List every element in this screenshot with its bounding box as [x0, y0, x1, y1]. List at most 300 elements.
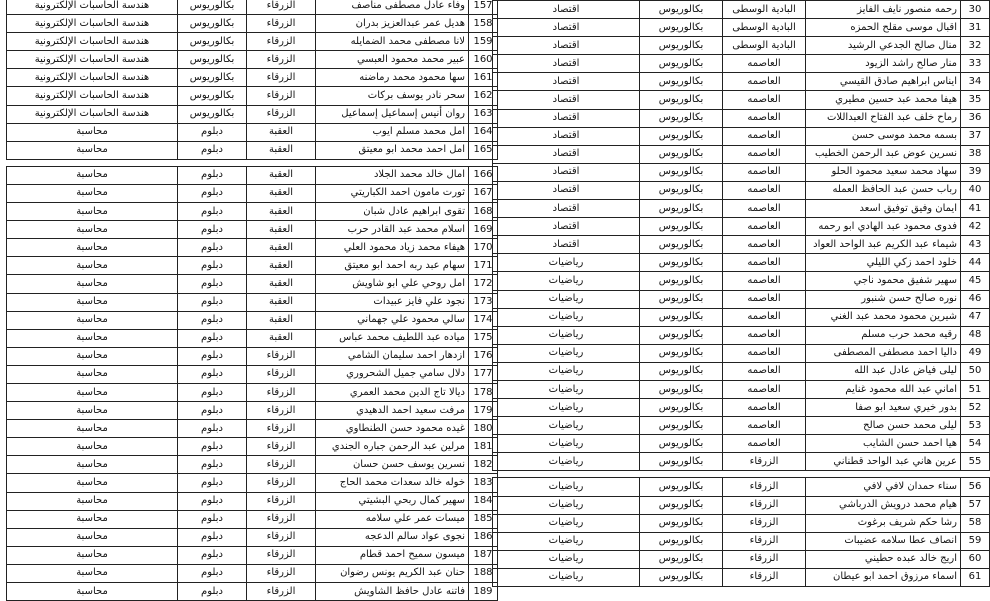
roster-table-right [492, 0, 990, 587]
degree-cell: بكالوريوس [178, 51, 247, 69]
degree-cell: بكالوريوس [640, 127, 723, 145]
region-cell: الزرقاء [723, 514, 806, 532]
person-name: سحر نادر يوسف بركات [316, 87, 469, 105]
person-name: ديالا تاج الدين محمد العمري [316, 383, 469, 401]
region-cell: الزرقاء [247, 456, 316, 474]
table-row [7, 402, 498, 420]
person-name: هيا احمد حسن الشايب [806, 435, 961, 453]
person-name: هيفاء محمد زياد محمود العلي [316, 239, 469, 257]
person-name: غيده محمود حسن الطنطاوي [316, 420, 469, 438]
person-name: عرين هاني عبد الواحد قطناني [806, 453, 961, 471]
row-number: 185 [469, 510, 498, 528]
degree-cell: بكالوريوس [178, 105, 247, 123]
row-number: 160 [469, 51, 498, 69]
degree-cell: دبلوم [178, 221, 247, 239]
person-name: سها محمود محمد رماضنه [316, 69, 469, 87]
region-cell: العاصمه [723, 380, 806, 398]
major-cell: محاسبة [7, 203, 178, 221]
person-name: رحمه منصور نايف الفايز [806, 1, 961, 19]
row-number: 179 [469, 402, 498, 420]
region-cell: الزرقاء [247, 510, 316, 528]
table-row [493, 453, 990, 471]
major-cell: اقتصاد [493, 145, 640, 163]
person-name: اسماء مرزوق احمد ابو عيطان [806, 568, 961, 586]
region-cell: العاصمه [723, 236, 806, 254]
degree-cell: بكالوريوس [640, 478, 723, 496]
major-cell: رياضيات [493, 514, 640, 532]
row-number: 165 [469, 141, 498, 159]
major-cell: رياضيات [493, 550, 640, 568]
row-number: 47 [961, 308, 990, 326]
degree-cell: دبلوم [178, 311, 247, 329]
table-row [493, 290, 990, 308]
person-name: اريج خالد عبده حطيني [806, 550, 961, 568]
row-number: 61 [961, 568, 990, 586]
region-cell: العقبة [247, 184, 316, 202]
major-cell: محاسبة [7, 474, 178, 492]
section-gap [493, 471, 990, 478]
major-cell: محاسبة [7, 456, 178, 474]
degree-cell: بكالوريوس [640, 181, 723, 199]
degree-cell: بكالوريوس [640, 91, 723, 109]
table-row [7, 123, 498, 141]
degree-cell: بكالوريوس [178, 0, 247, 15]
region-cell: الزرقاء [723, 496, 806, 514]
region-cell: العقبة [247, 257, 316, 275]
row-number: 171 [469, 257, 498, 275]
person-name: سالي محمود علي جهماني [316, 311, 469, 329]
major-cell: رياضيات [493, 399, 640, 417]
person-name: امل احمد محمد ابو معيتق [316, 141, 469, 159]
table-row [493, 181, 990, 199]
degree-cell: بكالوريوس [640, 37, 723, 55]
region-cell: الزرقاء [247, 402, 316, 420]
major-cell: محاسبة [7, 420, 178, 438]
table-row [7, 87, 498, 105]
row-number: 33 [961, 55, 990, 73]
degree-cell: بكالوريوس [640, 399, 723, 417]
table-row [493, 55, 990, 73]
person-name: فاتنه عادل حافظ الشاويش [316, 583, 469, 601]
person-name: تقوى ابراهيم عادل شبان [316, 203, 469, 221]
major-cell: هندسة الحاسبات الإلكترونية [7, 51, 178, 69]
region-cell: العاصمه [723, 200, 806, 218]
gap-cell [7, 159, 178, 166]
degree-cell: بكالوريوس [640, 1, 723, 19]
major-cell: هندسة الحاسبات الإلكترونية [7, 105, 178, 123]
table-row [493, 362, 990, 380]
table-row [7, 474, 498, 492]
person-name: ايمان وفيق توفيق اسعد [806, 200, 961, 218]
row-number: 176 [469, 347, 498, 365]
person-name: سهير كمال ربحي البشيتي [316, 492, 469, 510]
degree-cell: بكالوريوس [640, 550, 723, 568]
person-name: خوله خالد سعدات محمد الحاج [316, 474, 469, 492]
row-number: 42 [961, 218, 990, 236]
major-cell: اقتصاد [493, 73, 640, 91]
degree-cell: بكالوريوس [640, 272, 723, 290]
region-cell: العقبة [247, 329, 316, 347]
table-row [493, 417, 990, 435]
table-row [493, 514, 990, 532]
table-row [493, 127, 990, 145]
row-number: 31 [961, 19, 990, 37]
row-number: 184 [469, 492, 498, 510]
region-cell: العاصمه [723, 127, 806, 145]
degree-cell: بكالوريوس [640, 254, 723, 272]
row-number: 37 [961, 127, 990, 145]
row-number: 41 [961, 200, 990, 218]
person-name: وفاء عادل مصطفى مناصف [316, 0, 469, 15]
row-number: 183 [469, 474, 498, 492]
major-cell: رياضيات [493, 453, 640, 471]
person-name: نجود علي فايز عبيدات [316, 293, 469, 311]
region-cell: الزرقاء [247, 420, 316, 438]
row-number: 180 [469, 420, 498, 438]
region-cell: العاصمه [723, 254, 806, 272]
row-number: 172 [469, 275, 498, 293]
major-cell: اقتصاد [493, 127, 640, 145]
row-number: 45 [961, 272, 990, 290]
major-cell: محاسبة [7, 546, 178, 564]
row-number: 168 [469, 203, 498, 221]
degree-cell: دبلوم [178, 166, 247, 184]
person-name: رباب حسن عبد الحافظ العمله [806, 181, 961, 199]
degree-cell: دبلوم [178, 402, 247, 420]
region-cell: الزرقاء [723, 532, 806, 550]
region-cell: الزرقاء [247, 347, 316, 365]
table-row [493, 344, 990, 362]
degree-cell: بكالوريوس [640, 73, 723, 91]
region-cell: العاصمه [723, 91, 806, 109]
region-cell: العقبة [247, 141, 316, 159]
table-row [493, 550, 990, 568]
major-cell: اقتصاد [493, 181, 640, 199]
person-name: بدور خيري سعيد ابو صفا [806, 399, 961, 417]
degree-cell: دبلوم [178, 564, 247, 582]
major-cell: رياضيات [493, 344, 640, 362]
major-cell: محاسبة [7, 141, 178, 159]
table-row [493, 1, 990, 19]
table-row [7, 438, 498, 456]
major-cell: رياضيات [493, 290, 640, 308]
degree-cell: بكالوريوس [640, 109, 723, 127]
major-cell: محاسبة [7, 184, 178, 202]
right-sheet [492, 0, 982, 587]
gap-cell [723, 471, 806, 478]
major-cell: اقتصاد [493, 1, 640, 19]
table-row [7, 141, 498, 159]
row-number: 170 [469, 239, 498, 257]
major-cell: رياضيات [493, 417, 640, 435]
region-cell: الزرقاء [247, 528, 316, 546]
row-number: 174 [469, 311, 498, 329]
table-row [7, 564, 498, 582]
major-cell: اقتصاد [493, 91, 640, 109]
table-row [7, 69, 498, 87]
gap-cell [178, 159, 247, 166]
table-row [493, 272, 990, 290]
region-cell: العاصمه [723, 163, 806, 181]
table-row [7, 528, 498, 546]
major-cell: محاسبة [7, 123, 178, 141]
degree-cell: بكالوريوس [640, 163, 723, 181]
degree-cell: بكالوريوس [640, 19, 723, 37]
person-name: ايناس ابراهيم صادق القيسي [806, 73, 961, 91]
major-cell: رياضيات [493, 478, 640, 496]
major-cell: رياضيات [493, 272, 640, 290]
degree-cell: بكالوريوس [178, 15, 247, 33]
degree-cell: دبلوم [178, 438, 247, 456]
region-cell: الزرقاء [247, 15, 316, 33]
degree-cell: بكالوريوس [640, 145, 723, 163]
degree-cell: بكالوريوس [640, 344, 723, 362]
person-name: داليا احمد مصطفى المصطفى [806, 344, 961, 362]
region-cell: العقبة [247, 311, 316, 329]
row-number: 35 [961, 91, 990, 109]
person-name: سهام عبد ربه احمد ابو معيتق [316, 257, 469, 275]
gap-cell [493, 471, 640, 478]
degree-cell: دبلوم [178, 383, 247, 401]
degree-cell: بكالوريوس [178, 33, 247, 51]
major-cell: محاسبة [7, 492, 178, 510]
person-name: روان أنيس إسماعيل إسماعيل [316, 105, 469, 123]
region-cell: العاصمه [723, 290, 806, 308]
table-row [493, 73, 990, 91]
region-cell: العقبة [247, 166, 316, 184]
table-row [493, 254, 990, 272]
table-row [7, 51, 498, 69]
degree-cell: دبلوم [178, 456, 247, 474]
major-cell: محاسبة [7, 365, 178, 383]
table-row [493, 532, 990, 550]
table-row [7, 583, 498, 601]
region-cell: الزرقاء [247, 51, 316, 69]
person-name: سهاد محمد سعيد محمود الحلو [806, 163, 961, 181]
degree-cell: بكالوريوس [640, 417, 723, 435]
region-cell: العقبة [247, 293, 316, 311]
table-row [7, 184, 498, 202]
degree-cell: بكالوريوس [640, 496, 723, 514]
section-gap [7, 159, 498, 166]
table-row [7, 15, 498, 33]
degree-cell: بكالوريوس [640, 326, 723, 344]
region-cell: البادية الوسطى [723, 1, 806, 19]
region-cell: الزرقاء [247, 583, 316, 601]
person-name: بسمه محمد موسى حسن [806, 127, 961, 145]
region-cell: العقبة [247, 203, 316, 221]
major-cell: رياضيات [493, 326, 640, 344]
table-row [493, 380, 990, 398]
major-cell: محاسبة [7, 564, 178, 582]
region-cell: البادية الوسطى [723, 19, 806, 37]
table-row [7, 203, 498, 221]
person-name: نجوى عواد سالم الدعجه [316, 528, 469, 546]
row-number: 46 [961, 290, 990, 308]
region-cell: العاصمه [723, 218, 806, 236]
person-name: فدوى محمود عبد الهادي ابو رحمه [806, 218, 961, 236]
degree-cell: دبلوم [178, 293, 247, 311]
person-name: رشا حكم شريف برغوث [806, 514, 961, 532]
row-number: 158 [469, 15, 498, 33]
row-number: 175 [469, 329, 498, 347]
row-number: 51 [961, 380, 990, 398]
table-row [7, 166, 498, 184]
row-number: 39 [961, 163, 990, 181]
person-name: شيماء عبد الكريم عبد الواحد العواد [806, 236, 961, 254]
major-cell: محاسبة [7, 438, 178, 456]
region-cell: الزرقاء [247, 492, 316, 510]
table-row [493, 109, 990, 127]
region-cell: الزرقاء [247, 105, 316, 123]
major-cell: رياضيات [493, 362, 640, 380]
degree-cell: دبلوم [178, 141, 247, 159]
major-cell: هندسة الحاسبات الإلكترونية [7, 0, 178, 15]
person-name: هيفا محمد عبد حسين مطيري [806, 91, 961, 109]
table-row [7, 105, 498, 123]
major-cell: محاسبة [7, 583, 178, 601]
table-row [7, 347, 498, 365]
degree-cell: دبلوم [178, 510, 247, 528]
region-cell: العقبة [247, 275, 316, 293]
region-cell: الزرقاء [723, 568, 806, 586]
row-number: 32 [961, 37, 990, 55]
person-name: سهير شفيق محمود ناجي [806, 272, 961, 290]
table-row [493, 19, 990, 37]
degree-cell: دبلوم [178, 546, 247, 564]
major-cell: محاسبة [7, 239, 178, 257]
row-number: 187 [469, 546, 498, 564]
person-name: منال صالح الجدعي الرشيد [806, 37, 961, 55]
degree-cell: بكالوريوس [640, 55, 723, 73]
region-cell: الزرقاء [247, 474, 316, 492]
region-cell: العقبة [247, 123, 316, 141]
person-name: ازدهار احمد سليمان الشامي [316, 347, 469, 365]
row-number: 163 [469, 105, 498, 123]
table-row [7, 311, 498, 329]
person-name: حنان عبد الكريم يونس رضوان [316, 564, 469, 582]
table-row [7, 510, 498, 528]
person-name: مرلين عبد الرحمن جباره الجندي [316, 438, 469, 456]
region-cell: الزرقاء [723, 453, 806, 471]
major-cell: محاسبة [7, 347, 178, 365]
region-cell: العاصمه [723, 362, 806, 380]
person-name: نسرين يوسف حسن حسان [316, 456, 469, 474]
row-number: 173 [469, 293, 498, 311]
degree-cell: بكالوريوس [640, 290, 723, 308]
gap-cell [640, 471, 723, 478]
region-cell: العاصمه [723, 55, 806, 73]
person-name: مرفت سعيد احمد الدهيدي [316, 402, 469, 420]
row-number: 36 [961, 109, 990, 127]
table-row [493, 200, 990, 218]
table-row [7, 275, 498, 293]
row-number: 178 [469, 383, 498, 401]
person-name: ليلى محمد حسن صالح [806, 417, 961, 435]
table-row [493, 478, 990, 496]
table-row [7, 456, 498, 474]
row-number: 40 [961, 181, 990, 199]
left-sheet [6, 0, 493, 601]
degree-cell: دبلوم [178, 257, 247, 275]
region-cell: العاصمه [723, 272, 806, 290]
person-name: خلود احمد زكي الليلي [806, 254, 961, 272]
table-row [7, 329, 498, 347]
table-row [493, 308, 990, 326]
region-cell: العاصمه [723, 145, 806, 163]
region-cell: الزرقاء [247, 365, 316, 383]
row-number: 182 [469, 456, 498, 474]
major-cell: رياضيات [493, 380, 640, 398]
major-cell: هندسة الحاسبات الإلكترونية [7, 69, 178, 87]
region-cell: الزرقاء [247, 438, 316, 456]
gap-cell [247, 159, 316, 166]
person-name: امل روحي علي ابو شاويش [316, 275, 469, 293]
major-cell: محاسبة [7, 528, 178, 546]
degree-cell: دبلوم [178, 583, 247, 601]
table-row [493, 326, 990, 344]
table-row [7, 365, 498, 383]
person-name: رماح خلف عبد الفتاح العبداللات [806, 109, 961, 127]
degree-cell: دبلوم [178, 239, 247, 257]
person-name: هيام محمد درويش الدرباشي [806, 496, 961, 514]
major-cell: رياضيات [493, 254, 640, 272]
region-cell: العاصمه [723, 308, 806, 326]
table-row [493, 236, 990, 254]
table-row [493, 91, 990, 109]
person-name: ميسون سميح احمد قطام [316, 546, 469, 564]
table-row [493, 145, 990, 163]
region-cell: العاصمه [723, 326, 806, 344]
degree-cell: بكالوريوس [640, 200, 723, 218]
degree-cell: بكالوريوس [640, 308, 723, 326]
row-number: 177 [469, 365, 498, 383]
person-name: سناء حمدان لافي لافي [806, 478, 961, 496]
row-number: 49 [961, 344, 990, 362]
person-name: لانا مصطفى محمد الضمايله [316, 33, 469, 51]
row-number: 44 [961, 254, 990, 272]
person-name: ميسات عمر علي سلامه [316, 510, 469, 528]
person-name: انصاف عطا سلامه عضيبات [806, 532, 961, 550]
major-cell: محاسبة [7, 402, 178, 420]
table-row [7, 0, 498, 15]
table-row [7, 239, 498, 257]
degree-cell: بكالوريوس [178, 69, 247, 87]
person-name: دلال سامي جميل الشحروري [316, 365, 469, 383]
major-cell: اقتصاد [493, 19, 640, 37]
major-cell: اقتصاد [493, 37, 640, 55]
table-row [493, 568, 990, 586]
major-cell: محاسبة [7, 275, 178, 293]
region-cell: العاصمه [723, 344, 806, 362]
region-cell: العاصمه [723, 181, 806, 199]
row-number: 54 [961, 435, 990, 453]
row-number: 161 [469, 69, 498, 87]
table-row [7, 546, 498, 564]
table-row [493, 37, 990, 55]
major-cell: محاسبة [7, 510, 178, 528]
row-number: 52 [961, 399, 990, 417]
table-row [493, 435, 990, 453]
row-number: 181 [469, 438, 498, 456]
row-number: 43 [961, 236, 990, 254]
degree-cell: بكالوريوس [640, 532, 723, 550]
region-cell: العاصمه [723, 435, 806, 453]
region-cell: الزرقاء [247, 87, 316, 105]
person-name: هديل عمر عبدالعزيز بدران [316, 15, 469, 33]
region-cell: العقبة [247, 221, 316, 239]
table-row [7, 257, 498, 275]
